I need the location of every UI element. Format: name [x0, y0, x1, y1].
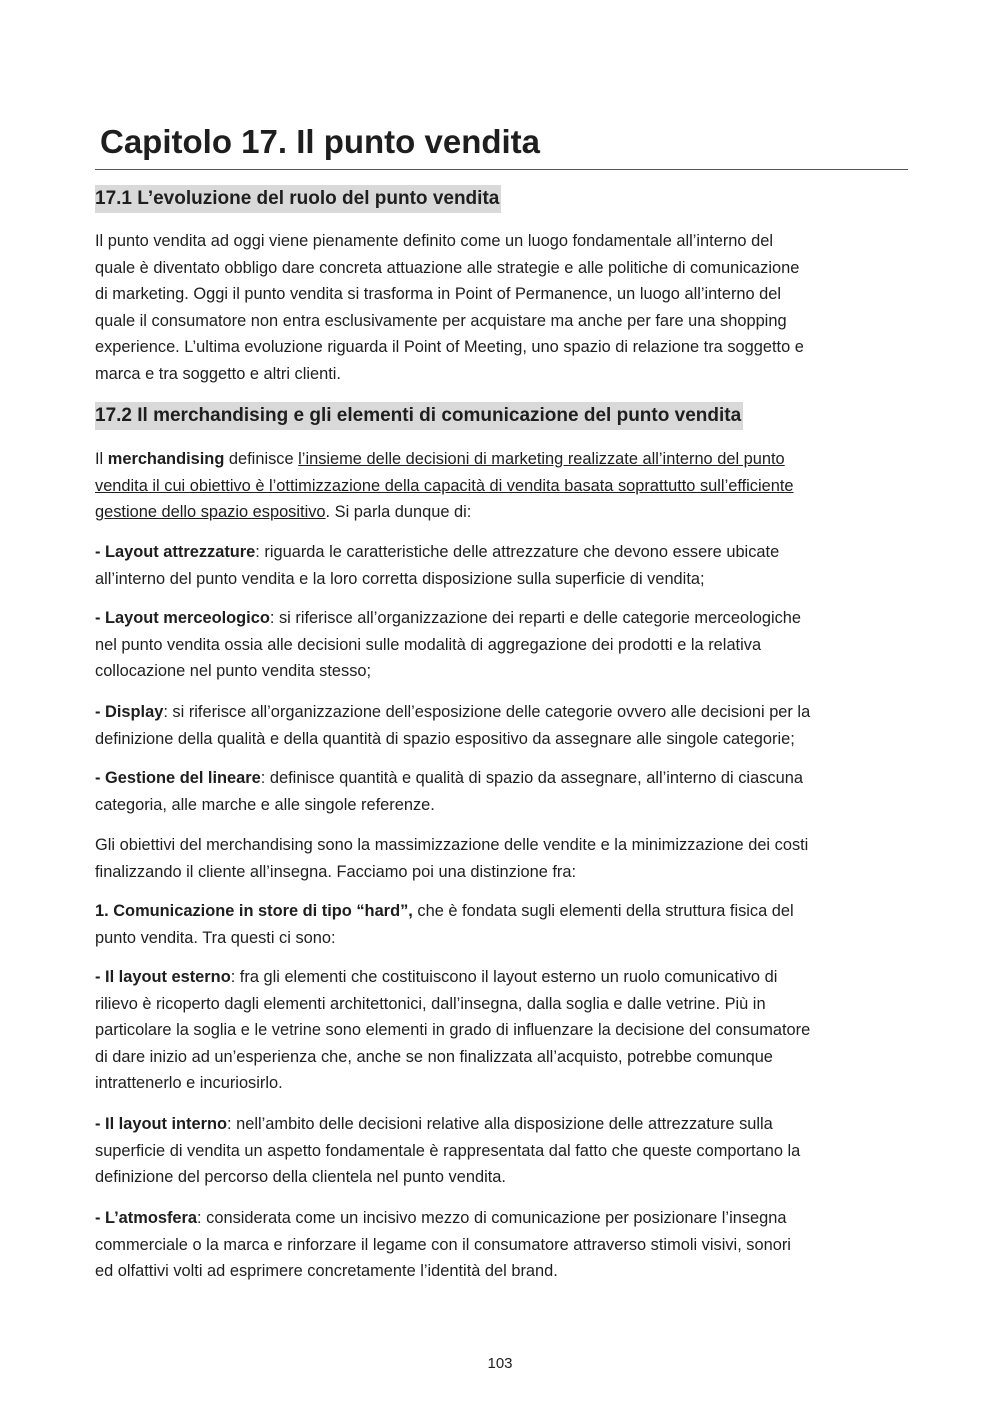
item-term: - Il layout interno [95, 1115, 228, 1133]
text-run: : fra gli elementi che costituiscono il layout esterno un ruolo comunicativo di [230, 968, 778, 986]
section-heading-17-1: 17.1 L’evoluzione del ruolo del punto vendita [95, 185, 501, 213]
item-term: - Layout merceologico [95, 609, 270, 627]
text-run: : considerata come un incisivo mezzo di comunicazione per posizionare l’insegna [197, 1209, 787, 1227]
text-run: che è fondata sugli elementi della struttura fisica del [412, 902, 794, 920]
text-line: commerciale o la marca e rinforzare il legame con il consumatore attraverso stimoli visivi, sonori [95, 1235, 791, 1254]
item-term: - L’atmosfera [95, 1209, 198, 1227]
page-number: 103 [487, 1355, 513, 1372]
list-item-atmosfera [95, 1205, 909, 1285]
chapter-title: Capitolo 17. Il punto vendita [100, 123, 541, 160]
text-line: finalizzando il cliente all’insegna. Facciamo poi una distinzione fra: [95, 862, 577, 881]
text-run: definisce [224, 450, 299, 468]
text-line: experience. L’ultima evoluzione riguarda il Point of Meeting, uno spazio di relazione tra soggetto e [95, 338, 804, 357]
text-line [95, 699, 909, 726]
text-line: ed olfattivi volti ad esprimere concretamente l’identità del brand. [95, 1262, 558, 1281]
text-line [95, 499, 909, 526]
text-line: quale è diventato obbligo dare concreta attuazione alle strategie e alle politiche di comunicazione [95, 258, 800, 277]
text-line: all’interno del punto vendita e la loro corretta disposizione sulla superficie di vendita; [95, 569, 705, 588]
merchandising-term: merchandising [107, 450, 225, 468]
definition-underlined: l’insieme delle decisioni di marketing realizzate all’interno del punto [298, 450, 785, 468]
text-line: superficie di vendita un aspetto fondamentale è rappresentata dal fatto che queste comportano la [95, 1141, 801, 1160]
list-item-layout-merceologico [95, 605, 909, 685]
text-line: definizione del percorso della clientela nel punto vendita. [95, 1168, 506, 1187]
text-line: collocazione nel punto vendita stesso; [95, 662, 372, 681]
text-line [95, 539, 909, 566]
merchandising-definition [95, 446, 909, 526]
text-run: Il [95, 450, 108, 468]
text-line: Gli obiettivi del merchandising sono la massimizzazione delle vendite e la minimizzazione dei costi [95, 836, 809, 854]
text-line: nel punto vendita ossia alle decisioni sulle modalità di aggregazione dei prodotti e la relativa [95, 635, 762, 654]
text-line: intrattenerlo e incuriosirlo. [95, 1074, 283, 1093]
section-heading-17-2: 17.2 Il merchandising e gli elementi di comunicazione del punto vendita [95, 402, 743, 430]
text-line [95, 1111, 909, 1138]
definition-underlined: gestione dello spazio espositivo [95, 503, 326, 522]
text-line: quale il consumatore non entra esclusivamente per acquistare ma anche per fare una shopping [95, 311, 787, 330]
text-line: rilievo è ricoperto dagli elementi architettonici, dall’insegna, dalla soglia e dalle vetrine. Più in [95, 994, 766, 1013]
text-line [95, 605, 909, 632]
item-term: - Layout attrezzature [95, 543, 256, 561]
text-line [95, 446, 909, 473]
text-run: : riguarda le caratteristiche delle attrezzature che devono essere ubicate [255, 543, 780, 561]
section-17-1-paragraph [95, 228, 909, 388]
chapter-divider [95, 169, 908, 170]
item-term: - Display [95, 703, 164, 721]
text-line: punto vendita. Tra questi ci sono: [95, 928, 336, 947]
list-item-layout-esterno [95, 964, 909, 1097]
item-term: 1. Comunicazione in store di tipo “hard”, [95, 902, 413, 920]
text-line [95, 898, 909, 925]
text-line [95, 765, 909, 792]
item-term: - Il layout esterno [95, 968, 231, 986]
definition-underlined: vendita il cui obiettivo è l’ottimizzazione della capacità di vendita basata soprattutto sull’efficiente [95, 476, 794, 495]
text-line: di marketing. Oggi il punto vendita si trasforma in Point of Permanence, un luogo all’interno del [95, 285, 782, 304]
text-line [95, 1205, 909, 1232]
text-run: : si riferisce all’organizzazione dei reparti e delle categorie merceologiche [269, 609, 802, 627]
text-line: marca e tra soggetto e altri clienti. [95, 364, 341, 383]
text-line [95, 964, 909, 991]
hard-communication-heading [95, 898, 909, 951]
text-run: : nell’ambito delle decisioni relative alla disposizione delle attrezzature sulla [227, 1115, 773, 1133]
text-run: : definisce quantità e qualità di spazio da assegnare, all’interno di ciascuna [260, 769, 803, 787]
text-line [95, 473, 909, 500]
list-item-gestione-lineare [95, 765, 909, 818]
list-item-display [95, 699, 909, 752]
text-run: : si riferisce all’organizzazione dell’esposizione delle categorie ovvero alle decisioni per la [163, 703, 811, 721]
text-line: definizione della qualità e della quantità di spazio espositivo da assegnare alle singole categorie; [95, 729, 795, 748]
text-line: categoria, alle marche e alle singole referenze. [95, 795, 435, 814]
text-run: . Si parla dunque di: [325, 503, 472, 522]
list-item-layout-attrezzature [95, 539, 909, 592]
objectives-paragraph [95, 832, 909, 885]
item-term: - Gestione del lineare [95, 769, 261, 787]
text-line: particolare la soglia e le vetrine sono elementi in grado di influenzare la decisione del consumatore [95, 1021, 811, 1040]
list-item-layout-interno [95, 1111, 909, 1191]
text-line: Il punto vendita ad oggi viene pienamente definito come un luogo fondamentale all’interno del [95, 232, 773, 250]
text-line: di dare inizio ad un’esperienza che, anche se non finalizzata all’acquisto, potrebbe comunque [95, 1047, 773, 1066]
